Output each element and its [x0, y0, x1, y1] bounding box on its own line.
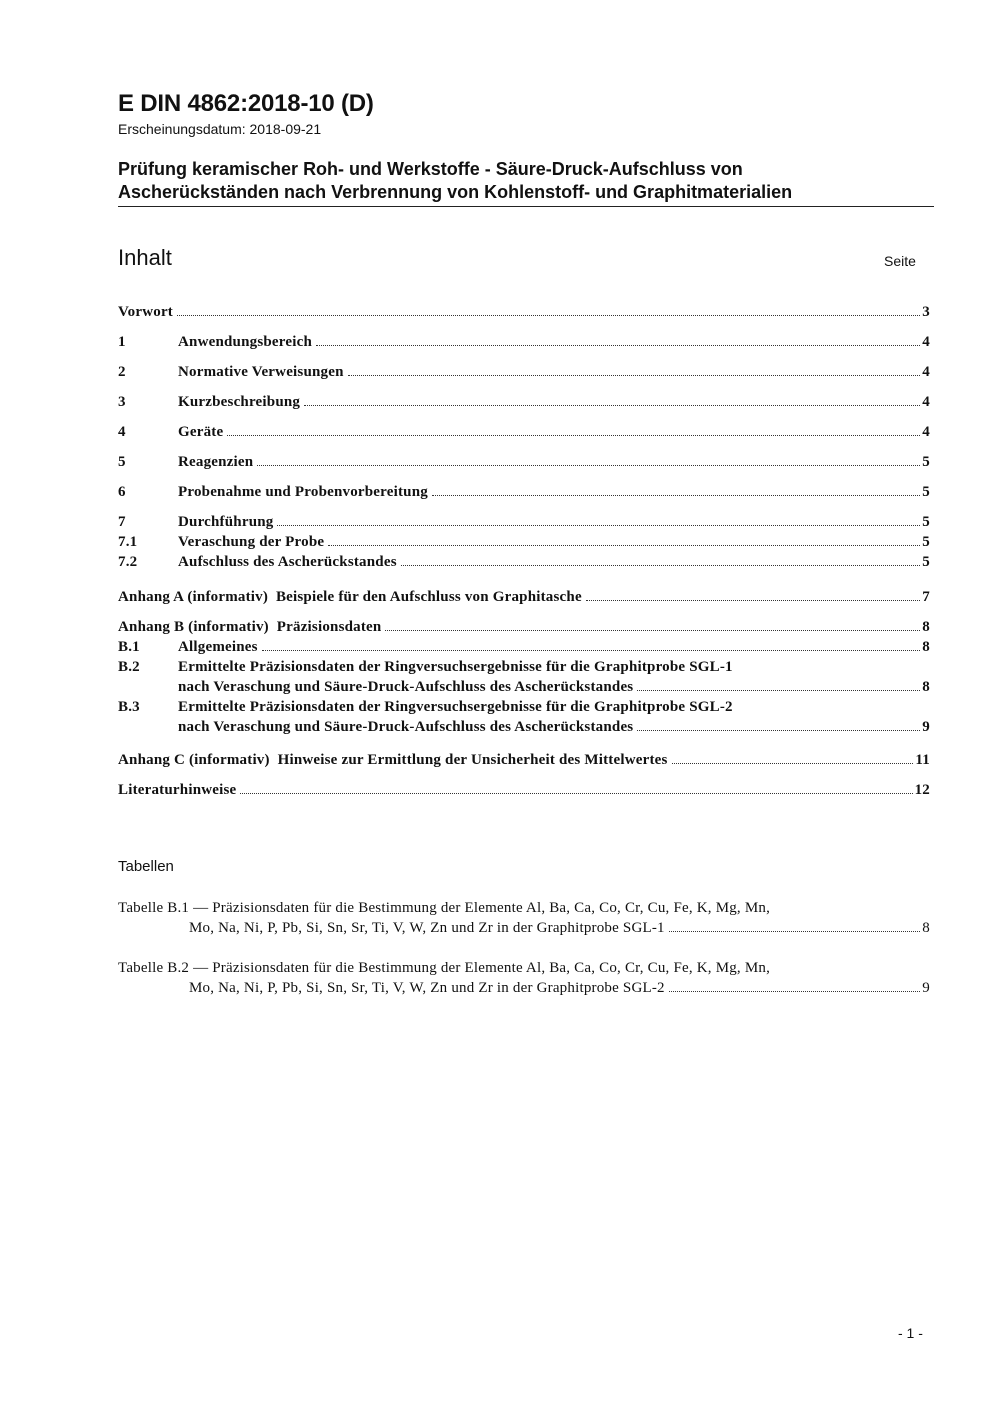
toc-entry-text: Anhang A (informativ) Beispiele für den Aufschluss von Graphitasche [118, 589, 582, 605]
toc-entry-text: Vorwort [118, 304, 173, 320]
table-entry-b-1-continued[interactable] [118, 918, 930, 938]
toc-entry-6[interactable] [118, 482, 930, 502]
toc-entry-page: 7 [922, 589, 930, 605]
dot-leader [240, 793, 912, 794]
toc-entry-text: Anhang C (informativ) Hinweise zur Ermittlung der Unsicherheit des Mittelwertes [118, 752, 668, 768]
toc-entry-text: Probenahme und Probenvorbereitung [178, 484, 428, 500]
document-title-line-2: Ascherückständen nach Verbrennung von Kohlenstoff- und Graphitmaterialien [118, 182, 793, 202]
toc-entry-number: B.1 [118, 639, 140, 655]
document-id: E DIN 4862:2018-10 (D) [118, 90, 374, 117]
toc-entry-annex-b[interactable] [118, 617, 930, 637]
toc-entry-page: 12 [914, 782, 930, 798]
table-entry-b-2-continued[interactable] [118, 978, 930, 998]
toc-entry-page: 8 [922, 679, 930, 695]
toc-entry-page: 3 [922, 304, 930, 320]
toc-entry-number: 7 [118, 514, 126, 530]
toc-entry-annex-a[interactable] [118, 587, 930, 607]
toc-entry-text: Ermittelte Präzisionsdaten der Ringversuchsergebnisse für die Graphitprobe SGL-2 [178, 699, 733, 715]
toc-entry-4[interactable] [118, 422, 930, 442]
toc-entry-text: Geräte [178, 424, 224, 440]
toc-entry-number: 6 [118, 484, 126, 500]
toc-entry-7-2[interactable] [118, 552, 930, 572]
table-entry-b-2[interactable] [118, 958, 930, 978]
table-entry-page: 9 [922, 980, 930, 996]
dot-leader [316, 345, 920, 346]
toc-entry-page: 11 [915, 752, 930, 768]
list-of-tables [118, 898, 930, 998]
dot-leader [669, 931, 921, 932]
table-entry-b-1[interactable] [118, 898, 930, 918]
dot-leader [637, 690, 920, 691]
toc-entry-number: 7.2 [118, 554, 138, 570]
toc-entry-text: nach Veraschung und Säure-Druck-Aufschluss des Ascherückstandes [178, 679, 634, 695]
dot-leader [328, 545, 920, 546]
toc-entry-page: 4 [922, 364, 930, 380]
toc-entry-page: 4 [922, 424, 930, 440]
toc-entry-number: 5 [118, 454, 126, 470]
spacer [118, 938, 930, 958]
dot-leader [401, 565, 921, 566]
dot-leader [432, 495, 920, 496]
toc-entry-7[interactable] [118, 512, 930, 532]
toc-entry-text: Veraschung der Probe [178, 534, 325, 550]
toc-entry-number: 7.1 [118, 534, 138, 550]
toc-entry-text: Literaturhinweise [118, 782, 237, 798]
toc-entry-page: 8 [922, 619, 930, 635]
toc-entry-page: 5 [922, 514, 930, 530]
toc-page-label: Seite [884, 253, 916, 269]
toc-entry-page: 5 [922, 534, 930, 550]
toc-entry-page: 4 [922, 334, 930, 350]
dot-leader [277, 525, 920, 526]
toc-entry-number: B.2 [118, 659, 140, 675]
toc-entry-text: Anhang B (informativ) Präzisionsdaten [118, 619, 382, 635]
page-number: - 1 - [898, 1325, 923, 1341]
table-of-contents [118, 302, 930, 800]
toc-entry-page: 8 [922, 639, 930, 655]
dot-leader [637, 730, 920, 731]
toc-entry-b-1[interactable] [118, 637, 930, 657]
toc-entry-1[interactable] [118, 332, 930, 352]
toc-entry-b-2-continued[interactable] [118, 677, 930, 697]
toc-entry-number: 3 [118, 394, 126, 410]
dot-leader [669, 991, 921, 992]
toc-entry-b-3-continued[interactable] [118, 717, 930, 737]
tables-heading: Tabellen [118, 858, 174, 875]
table-entry-text: Mo, Na, Ni, P, Pb, Si, Sn, Sr, Ti, V, W, Zn und Zr in der Graphitprobe SGL-1 [189, 920, 665, 936]
title-divider [118, 206, 934, 207]
toc-entry-text: Kurzbeschreibung [178, 394, 301, 410]
toc-entry-5[interactable] [118, 452, 930, 472]
table-entry-page: 8 [922, 920, 930, 936]
dot-leader [672, 763, 914, 764]
toc-entry-literature[interactable] [118, 780, 930, 800]
toc-entry-page: 4 [922, 394, 930, 410]
toc-entry-text: Allgemeines [178, 639, 258, 655]
toc-entry-text: Aufschluss des Ascherückstandes [178, 554, 397, 570]
publication-date: Erscheinungsdatum: 2018-09-21 [118, 121, 322, 137]
toc-entry-text: nach Veraschung und Säure-Druck-Aufschluss des Ascherückstandes [178, 719, 634, 735]
toc-entry-text: Durchführung [178, 514, 274, 530]
table-entry-text: Tabelle B.1 — Präzisionsdaten für die Bestimmung der Elemente Al, Ba, Ca, Co, Cr, Cu, Fe, K, Mg, Mn, [118, 900, 771, 916]
toc-entry-number: B.3 [118, 699, 140, 715]
toc-entry-page: 5 [922, 484, 930, 500]
toc-entry-7-1[interactable] [118, 532, 930, 552]
dot-leader [257, 465, 920, 466]
dot-leader [304, 405, 920, 406]
toc-entry-page: 5 [922, 554, 930, 570]
toc-entry-text: Ermittelte Präzisionsdaten der Ringversuchsergebnisse für die Graphitprobe SGL-1 [178, 659, 733, 675]
toc-entry-vorwort[interactable] [118, 302, 930, 322]
toc-entry-number: 1 [118, 334, 126, 350]
toc-entry-text: Reagenzien [178, 454, 254, 470]
toc-entry-number: 2 [118, 364, 126, 380]
table-entry-text: Mo, Na, Ni, P, Pb, Si, Sn, Sr, Ti, V, W, Zn und Zr in der Graphitprobe SGL-2 [189, 980, 665, 996]
toc-entry-b-3[interactable] [118, 697, 930, 717]
dot-leader [385, 630, 920, 631]
toc-entry-2[interactable] [118, 362, 930, 382]
dot-leader [177, 315, 920, 316]
toc-entry-page: 9 [922, 719, 930, 735]
table-entry-text: Tabelle B.2 — Präzisionsdaten für die Bestimmung der Elemente Al, Ba, Ca, Co, Cr, Cu, Fe, K, Mg, Mn, [118, 960, 771, 976]
toc-heading: Inhalt [118, 245, 172, 270]
toc-entry-page: 5 [922, 454, 930, 470]
toc-entry-number: 4 [118, 424, 126, 440]
document-title [118, 158, 938, 204]
toc-entry-text: Anwendungsbereich [178, 334, 312, 350]
document-title-line-1: Prüfung keramischer Roh- und Werkstoffe - Säure-Druck-Aufschluss von [118, 159, 743, 179]
dot-leader [348, 375, 921, 376]
dot-leader [227, 435, 920, 436]
dot-leader [586, 600, 920, 601]
toc-entry-3[interactable] [118, 392, 930, 412]
toc-entry-b-2[interactable] [118, 657, 930, 677]
toc-entry-annex-c[interactable] [118, 750, 930, 770]
toc-entry-text: Normative Verweisungen [178, 364, 344, 380]
dot-leader [262, 650, 921, 651]
